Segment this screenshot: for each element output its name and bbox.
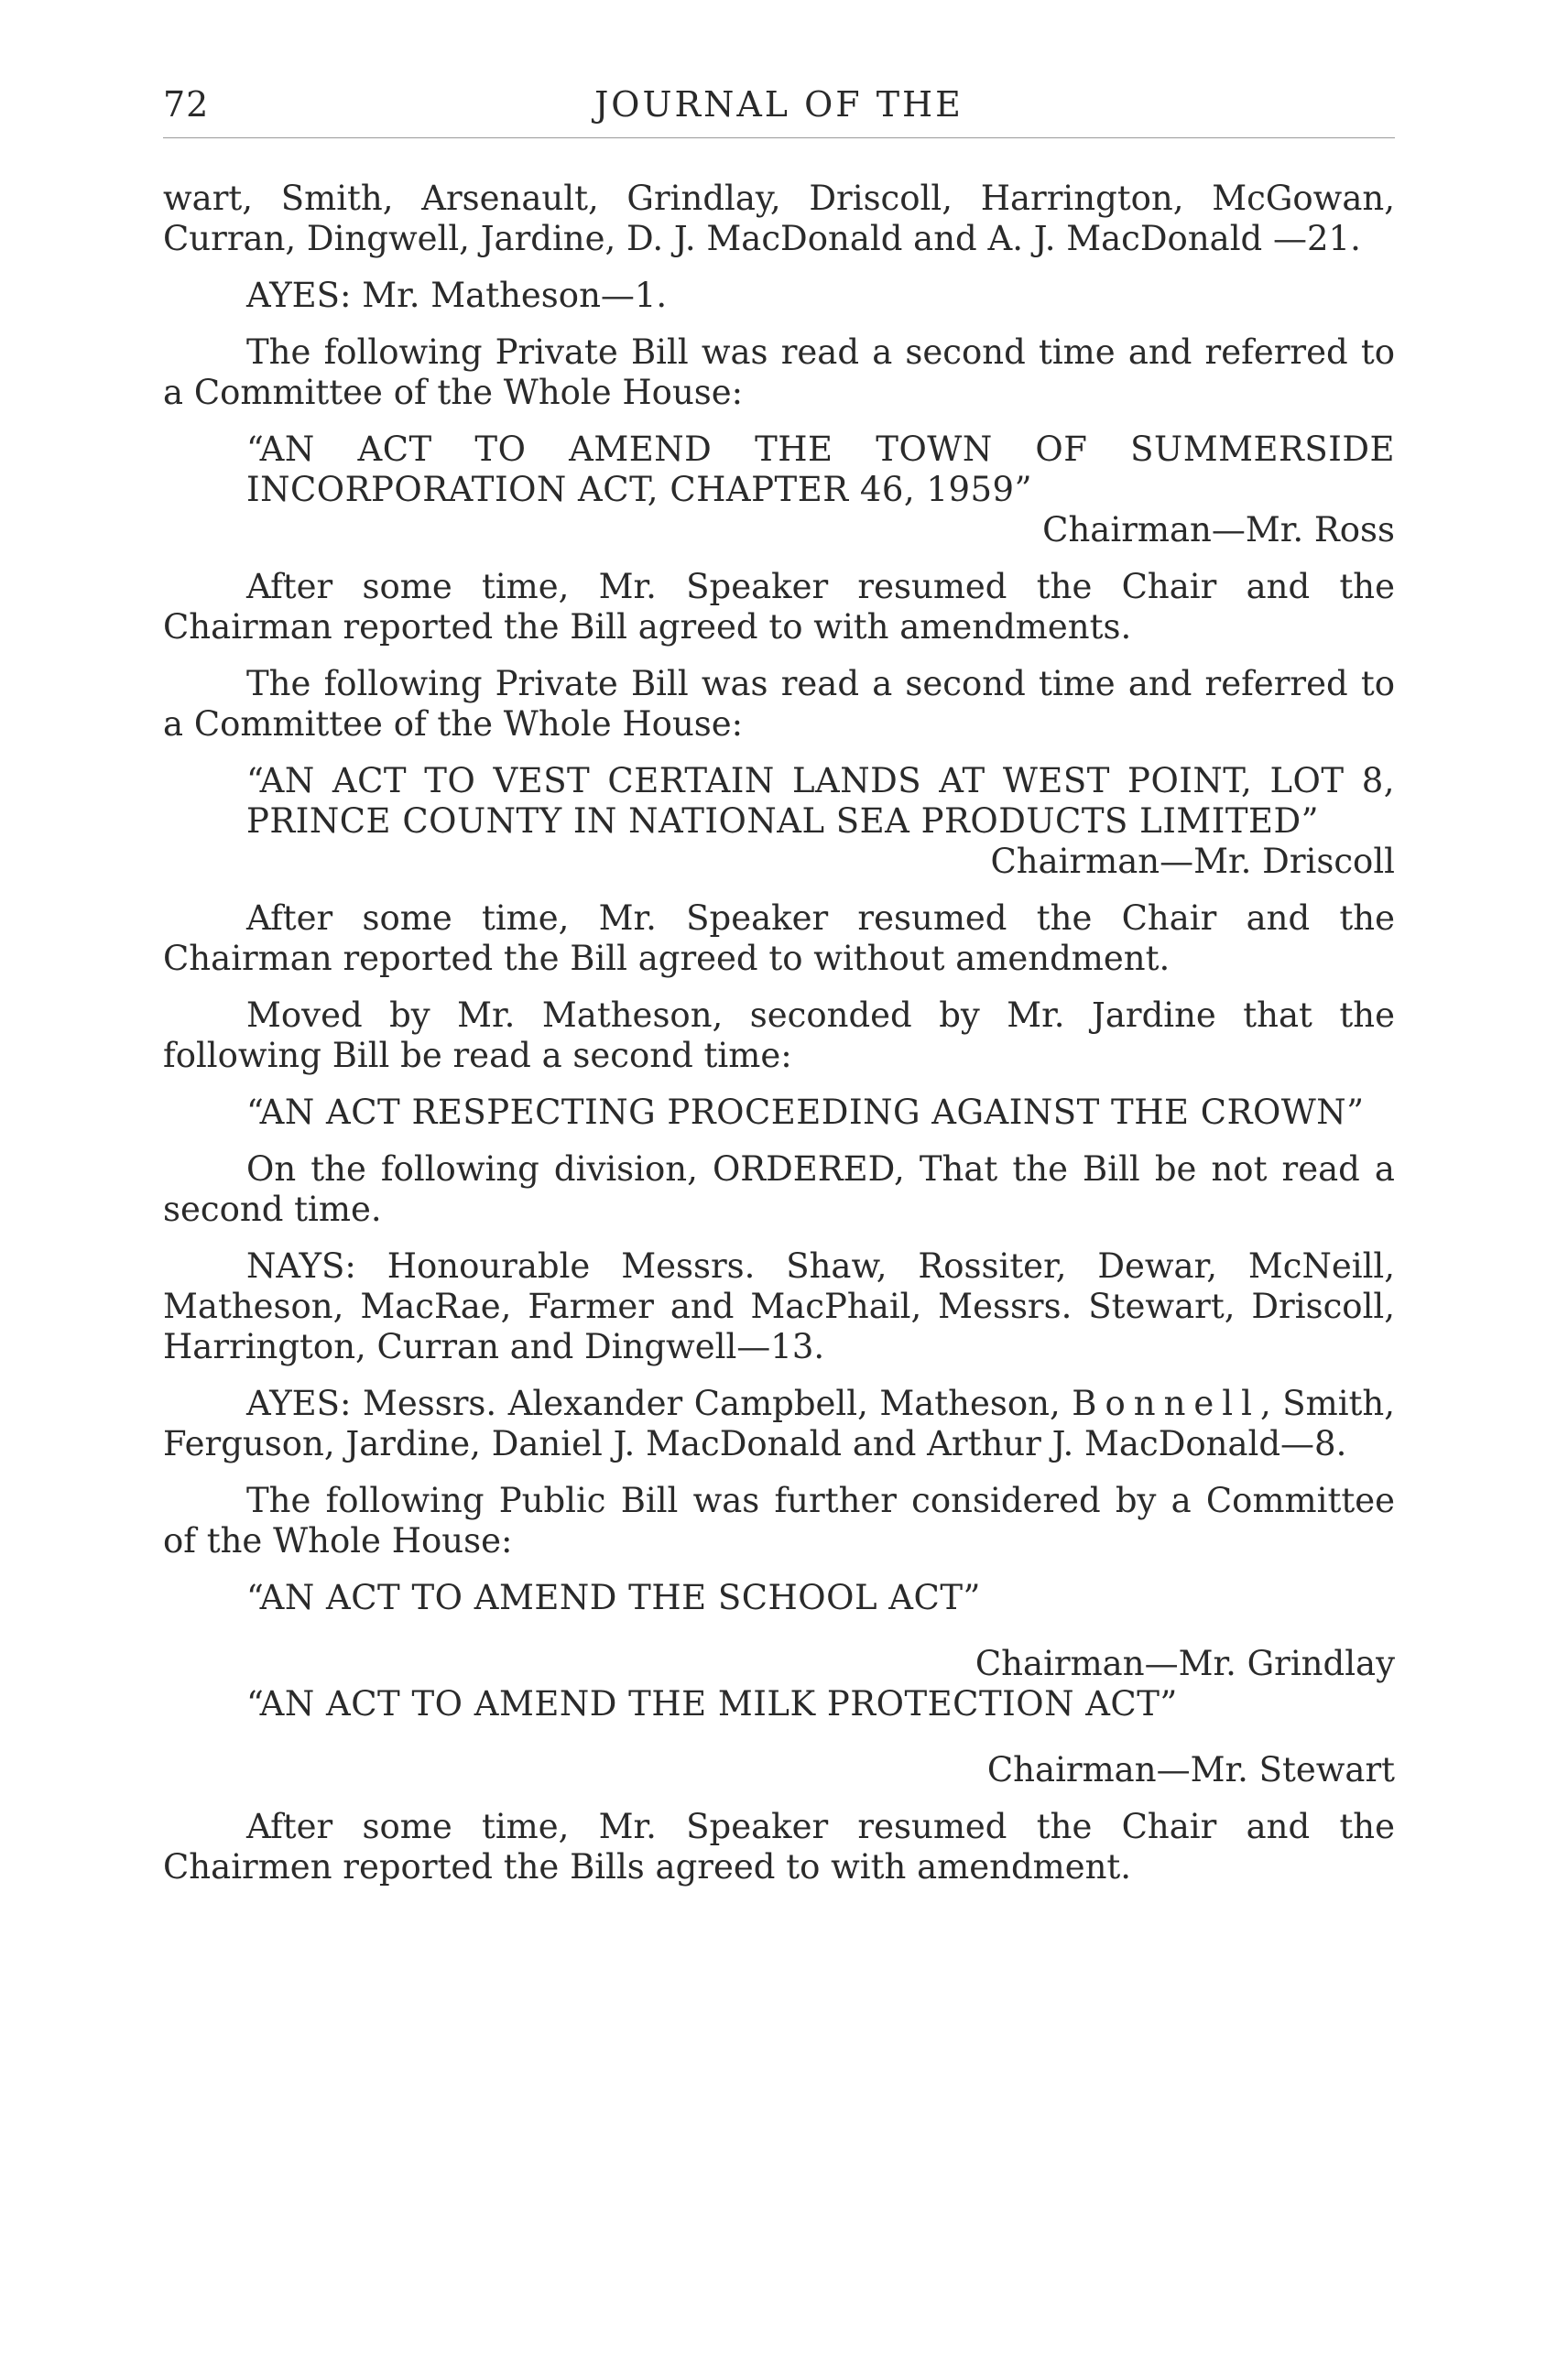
bill-title-summerside: “AN ACT TO AMEND THE TOWN OF SUMMERSIDE INCORPORATION ACT, CHAPTER 46, 1959” [246,430,1395,509]
chairman-driscoll: Chairman—Mr. Driscoll [990,842,1395,881]
bill-title-milk-protection: “AN ACT TO AMEND THE MILK PROTECTION ACT” [246,1684,1178,1724]
public-bill-intro: The following Public Bill was further considered by a Committee of the Whole House: [163,1481,1395,1561]
bill-title-west-point: “AN ACT TO VEST CERTAIN LANDS AT WEST POINT, LOT 8, PRINCE COUNTY IN NATIONAL SEA PRODUCTS LIMITED” [246,761,1395,841]
nays-continuation: wart, Smith, Arsenault, Grindlay, Driscoll, Harrington, McGowan, Curran, Dingwell, Jardine, D. J. MacDonald and A. J. MacDonald —21. [163,179,1395,258]
motion-second-reading: Moved by Mr. Matheson, seconded by Mr. Jardine that the following Bill be read a second time: [163,995,1395,1075]
page-number: 72 [163,84,210,125]
speaker-resumed-3: After some time, Mr. Speaker resumed the Chair and the Chairmen reported the Bills agreed to with amendment. [163,1807,1395,1887]
running-title: JOURNAL OF THE [594,84,964,125]
bill-title-crown: “AN ACT RESPECTING PROCEEDING AGAINST THE CROWN” [246,1093,1365,1132]
header-rule [163,137,1395,138]
ayes-list-spaced-name: Bonnell [1072,1384,1260,1423]
private-bill-intro-2: The following Private Bill was read a second time and referred to a Committee of the Whole House: [163,664,1395,744]
page-header [163,84,1395,139]
speaker-resumed-2: After some time, Mr. Speaker resumed the Chair and the Chairman reported the Bill agreed to without amendment. [163,898,1395,978]
ayes-list [163,1384,1395,1464]
chairman-stewart: Chairman—Mr. Stewart [986,1750,1395,1789]
ayes-matheson: AYES: Mr. Matheson—1. [246,276,668,315]
chairman-ross: Chairman—Mr. Ross [1042,510,1395,549]
nays-list: NAYS: Honourable Messrs. Shaw, Rossiter, Dewar, McNeill, Matheson, MacRae, Farmer and MacPhail, Messrs. Stewart, Driscoll, Harrington, Curran and Dingwell—13. [163,1246,1395,1366]
ayes-list-start: AYES: Messrs. Alexander Campbell, Matheson, [246,1384,1073,1423]
bill-title-school-act: “AN ACT TO AMEND THE SCHOOL ACT” [246,1578,981,1617]
private-bill-intro-1: The following Private Bill was read a second time and referred to a Committee of the Whole House: [163,332,1395,412]
ayes-list-end: , Smith, Ferguson, Jardine, Daniel J. MacDonald and Arthur J. MacDonald—8. [163,1384,1395,1463]
speaker-resumed-1: After some time, Mr. Speaker resumed the Chair and the Chairman reported the Bill agreed to with amendments. [163,567,1395,647]
chairman-grindlay: Chairman—Mr. Grindlay [975,1644,1395,1683]
page-body [163,179,1395,1904]
division-ordered: On the following division, ORDERED, That the Bill be not read a second time. [163,1149,1395,1229]
